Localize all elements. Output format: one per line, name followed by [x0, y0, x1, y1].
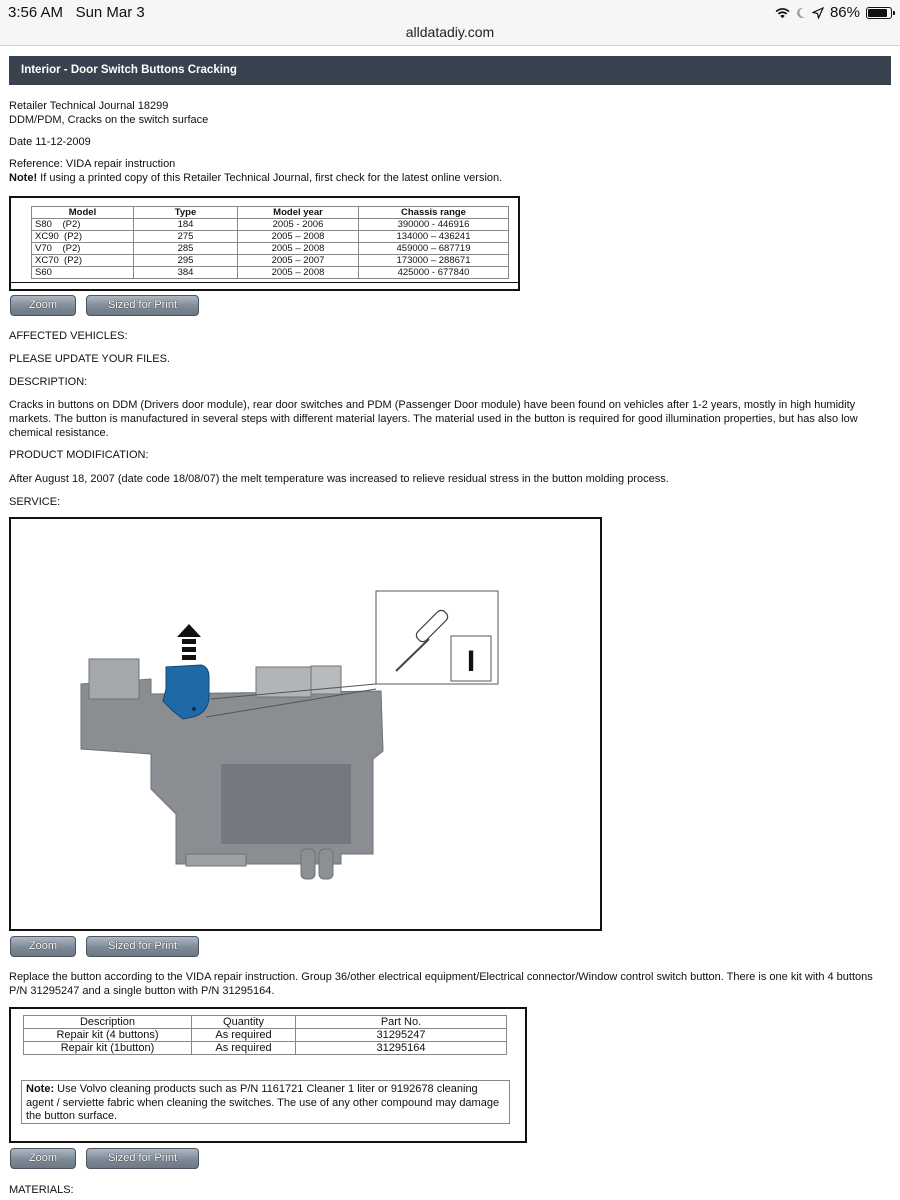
col-part-no: Part No.	[296, 1016, 507, 1029]
cell-model: XC70 (P2)	[32, 255, 134, 267]
cell-description: Repair kit (1button)	[24, 1042, 192, 1055]
col-model-year: Model year	[238, 207, 359, 219]
table-row	[32, 255, 509, 267]
url-bar[interactable]: alldatadiy.com	[405, 24, 495, 40]
cell-chassis: 425000 - 677840	[359, 267, 509, 279]
vehicles-table-image	[9, 196, 520, 291]
intro-section	[9, 99, 889, 185]
cell-type: 384	[134, 267, 238, 279]
cell-description: Repair kit (4 buttons)	[24, 1029, 192, 1042]
battery-icon	[866, 7, 892, 19]
status-time	[8, 4, 145, 21]
cleaning-note-text: Use Volvo cleaning products such as P/N 1161721 Cleaner 1 liter or 9192678 cleaning agent / serviette fabric when cleaning the switches. The use of any other compound may damage the button surface.	[26, 1083, 500, 1122]
wifi-icon	[775, 7, 790, 19]
product-modification-text: After August 18, 2007 (date code 18/08/07) the melt temperature was increased to relieve residual stress in the button molding process.	[9, 473, 669, 485]
cell-chassis: 390000 - 446916	[359, 219, 509, 231]
date: Sun Mar 3	[75, 4, 145, 21]
zoom-button-3[interactable]: Zoom	[10, 1148, 76, 1169]
cell-quantity: As required	[192, 1042, 296, 1055]
cell-model: S80 (P2)	[32, 219, 134, 231]
note-label: Note!	[9, 172, 38, 184]
cell-type: 275	[134, 231, 238, 243]
tool-label: I	[466, 645, 476, 678]
col-description: Description	[24, 1016, 192, 1029]
battery-percent: 86%	[829, 4, 860, 21]
clock: 3:56 AM	[8, 4, 64, 21]
materials-heading: MATERIALS:	[9, 1184, 74, 1196]
table-row	[24, 1029, 507, 1042]
cell-year: 2005 - 2006	[238, 219, 359, 231]
col-quantity: Quantity	[192, 1016, 296, 1029]
journal-subject: DDM/PDM, Cracks on the switch surface	[9, 114, 209, 126]
note-line	[9, 171, 889, 185]
table-header-row	[32, 207, 509, 219]
table-row	[32, 231, 509, 243]
cell-chassis: 173000 – 288671	[359, 255, 509, 267]
affected-vehicles-heading: AFFECTED VEHICLES:	[9, 330, 128, 342]
cleaning-note-label: Note:	[26, 1083, 55, 1095]
table-row	[32, 267, 509, 279]
cell-chassis: 459000 – 687719	[359, 243, 509, 255]
table-row	[24, 1042, 507, 1055]
status-icons	[775, 4, 892, 21]
cell-part-no: 31295164	[296, 1042, 507, 1055]
lift-arrow-icon	[177, 624, 201, 660]
cell-model: V70 (P2)	[32, 243, 134, 255]
parts-table-image	[9, 1007, 527, 1143]
cell-model: S60	[32, 267, 134, 279]
sized-for-print-button-2[interactable]: Sized for Print	[86, 936, 199, 957]
col-model: Model	[32, 207, 134, 219]
cell-model: XC90 (P2)	[32, 231, 134, 243]
cell-type: 184	[134, 219, 238, 231]
vehicles-table	[31, 206, 509, 279]
moon-icon	[796, 7, 806, 19]
cell-chassis: 134000 – 436241	[359, 231, 509, 243]
table-row	[32, 243, 509, 255]
cell-type: 285	[134, 243, 238, 255]
note-text: If using a printed copy of this Retailer Technical Journal, first check for the latest online version.	[37, 172, 503, 184]
update-files-text: PLEASE UPDATE YOUR FILES.	[9, 353, 170, 365]
product-modification-heading: PRODUCT MODIFICATION:	[9, 449, 149, 461]
journal-number: Retailer Technical Journal 18299	[9, 100, 169, 112]
browser-chrome	[0, 0, 900, 46]
col-type: Type	[134, 207, 238, 219]
cell-type: 295	[134, 255, 238, 267]
service-heading: SERVICE:	[9, 496, 61, 508]
cleaning-note	[21, 1080, 510, 1124]
service-illustration	[9, 517, 602, 931]
zoom-button-1[interactable]: Zoom	[10, 295, 76, 316]
page-title: Interior - Door Switch Buttons Cracking	[9, 56, 891, 85]
cell-quantity: As required	[192, 1029, 296, 1042]
cell-year: 2005 – 2008	[238, 231, 359, 243]
cell-year: 2005 – 2007	[238, 255, 359, 267]
table-row	[32, 219, 509, 231]
cell-part-no: 31295247	[296, 1029, 507, 1042]
description-text: Cracks in buttons on DDM (Drivers door module), rear door switches and PDM (Passenger Door module) have been found on vehicles after 1-2 years, mostly in high humidity markets. The button is manufactured in several steps with different material layers. The material used in the button is required for good illumination properties, but has also low chemical resistance.	[9, 399, 858, 439]
reference: Reference: VIDA repair instruction	[9, 158, 176, 170]
cell-year: 2005 – 2008	[238, 243, 359, 255]
cell-year: 2005 – 2008	[238, 267, 359, 279]
sized-for-print-button-1[interactable]: Sized for Print	[86, 295, 199, 316]
description-heading: DESCRIPTION:	[9, 376, 88, 388]
parts-table	[23, 1015, 507, 1055]
location-arrow-icon	[812, 7, 824, 19]
door-module-diagram	[11, 519, 600, 929]
zoom-button-2[interactable]: Zoom	[10, 936, 76, 957]
replace-instructions: Replace the button according to the VIDA repair instruction. Group 36/other electrical equipment/Electrical connector/Window control switch button. There is one kit with 4 buttons P/N 31295247 and a single button with P/N 31295164.	[9, 971, 873, 997]
sized-for-print-button-3[interactable]: Sized for Print	[86, 1148, 199, 1169]
journal-date: Date 11-12-2009	[9, 136, 91, 148]
parts-header-row	[24, 1016, 507, 1029]
col-chassis-range: Chassis range	[359, 207, 509, 219]
